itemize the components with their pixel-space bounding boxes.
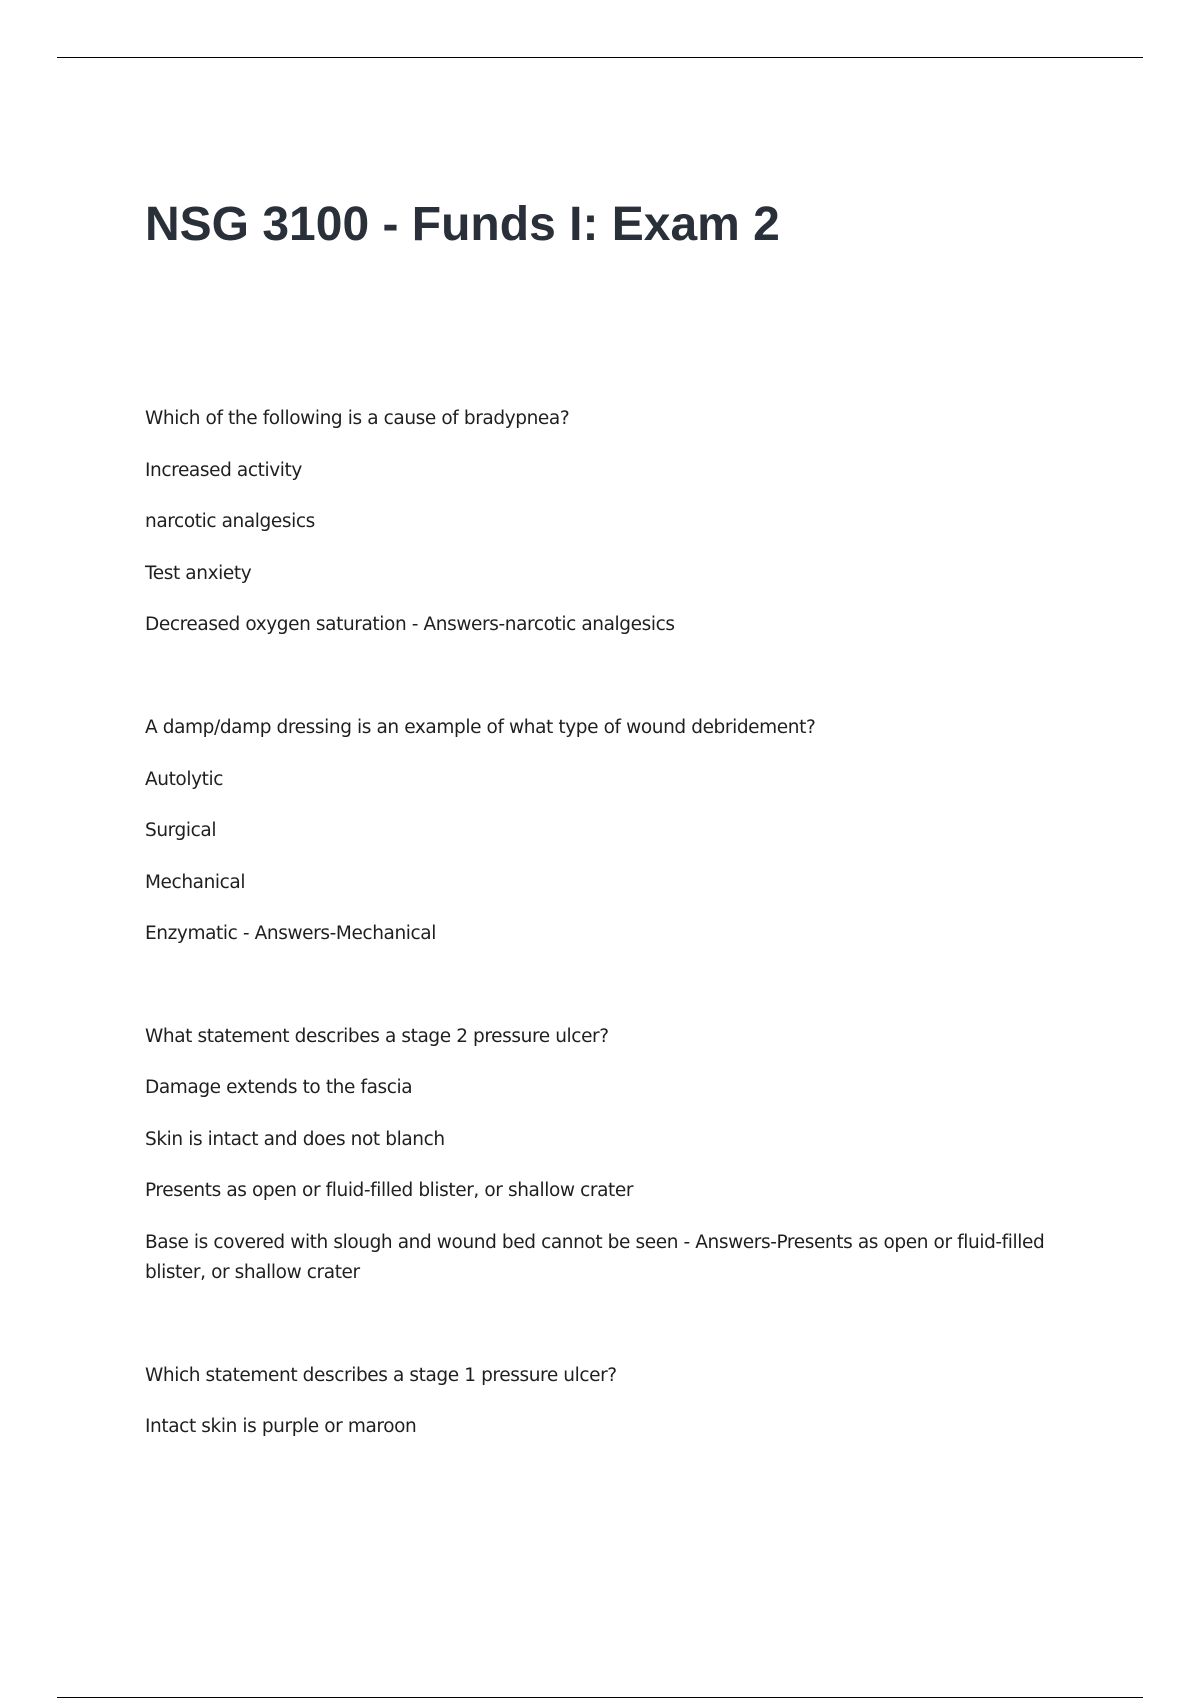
answer-option: Damage extends to the fascia	[145, 1077, 413, 1098]
document-title: NSG 3100 - Funds I: Exam 2	[145, 198, 780, 251]
answer-option-with-key: Decreased oxygen saturation - Answers-narcotic analgesics	[145, 614, 675, 635]
answer-option: narcotic analgesics	[145, 511, 315, 532]
answer-option: Autolytic	[145, 769, 224, 790]
top-rule	[57, 57, 1143, 58]
answer-option-with-key: Enzymatic - Answers-Mechanical	[145, 923, 436, 944]
answer-option: Mechanical	[145, 872, 246, 893]
answer-option: Presents as open or fluid-filled blister, or shallow crater	[145, 1180, 634, 1201]
answer-option: Increased activity	[145, 460, 302, 481]
question-prompt: Which of the following is a cause of bradypnea?	[145, 408, 570, 429]
question-prompt: What statement describes a stage 2 pressure ulcer?	[145, 1026, 609, 1047]
question-prompt: Which statement describes a stage 1 pressure ulcer?	[145, 1365, 617, 1386]
question-prompt: A damp/damp dressing is an example of what type of wound debridement?	[145, 717, 816, 738]
answer-option: Surgical	[145, 820, 217, 841]
answer-option: Intact skin is purple or maroon	[145, 1416, 417, 1437]
answer-option: Skin is intact and does not blanch	[145, 1129, 445, 1150]
bottom-rule	[57, 1697, 1143, 1698]
answer-option-with-key: Base is covered with slough and wound bed cannot be seen - Answers-Presents as open or fluid-filled blister, or shallow crater	[145, 1232, 1045, 1283]
answer-option: Test anxiety	[145, 563, 252, 584]
